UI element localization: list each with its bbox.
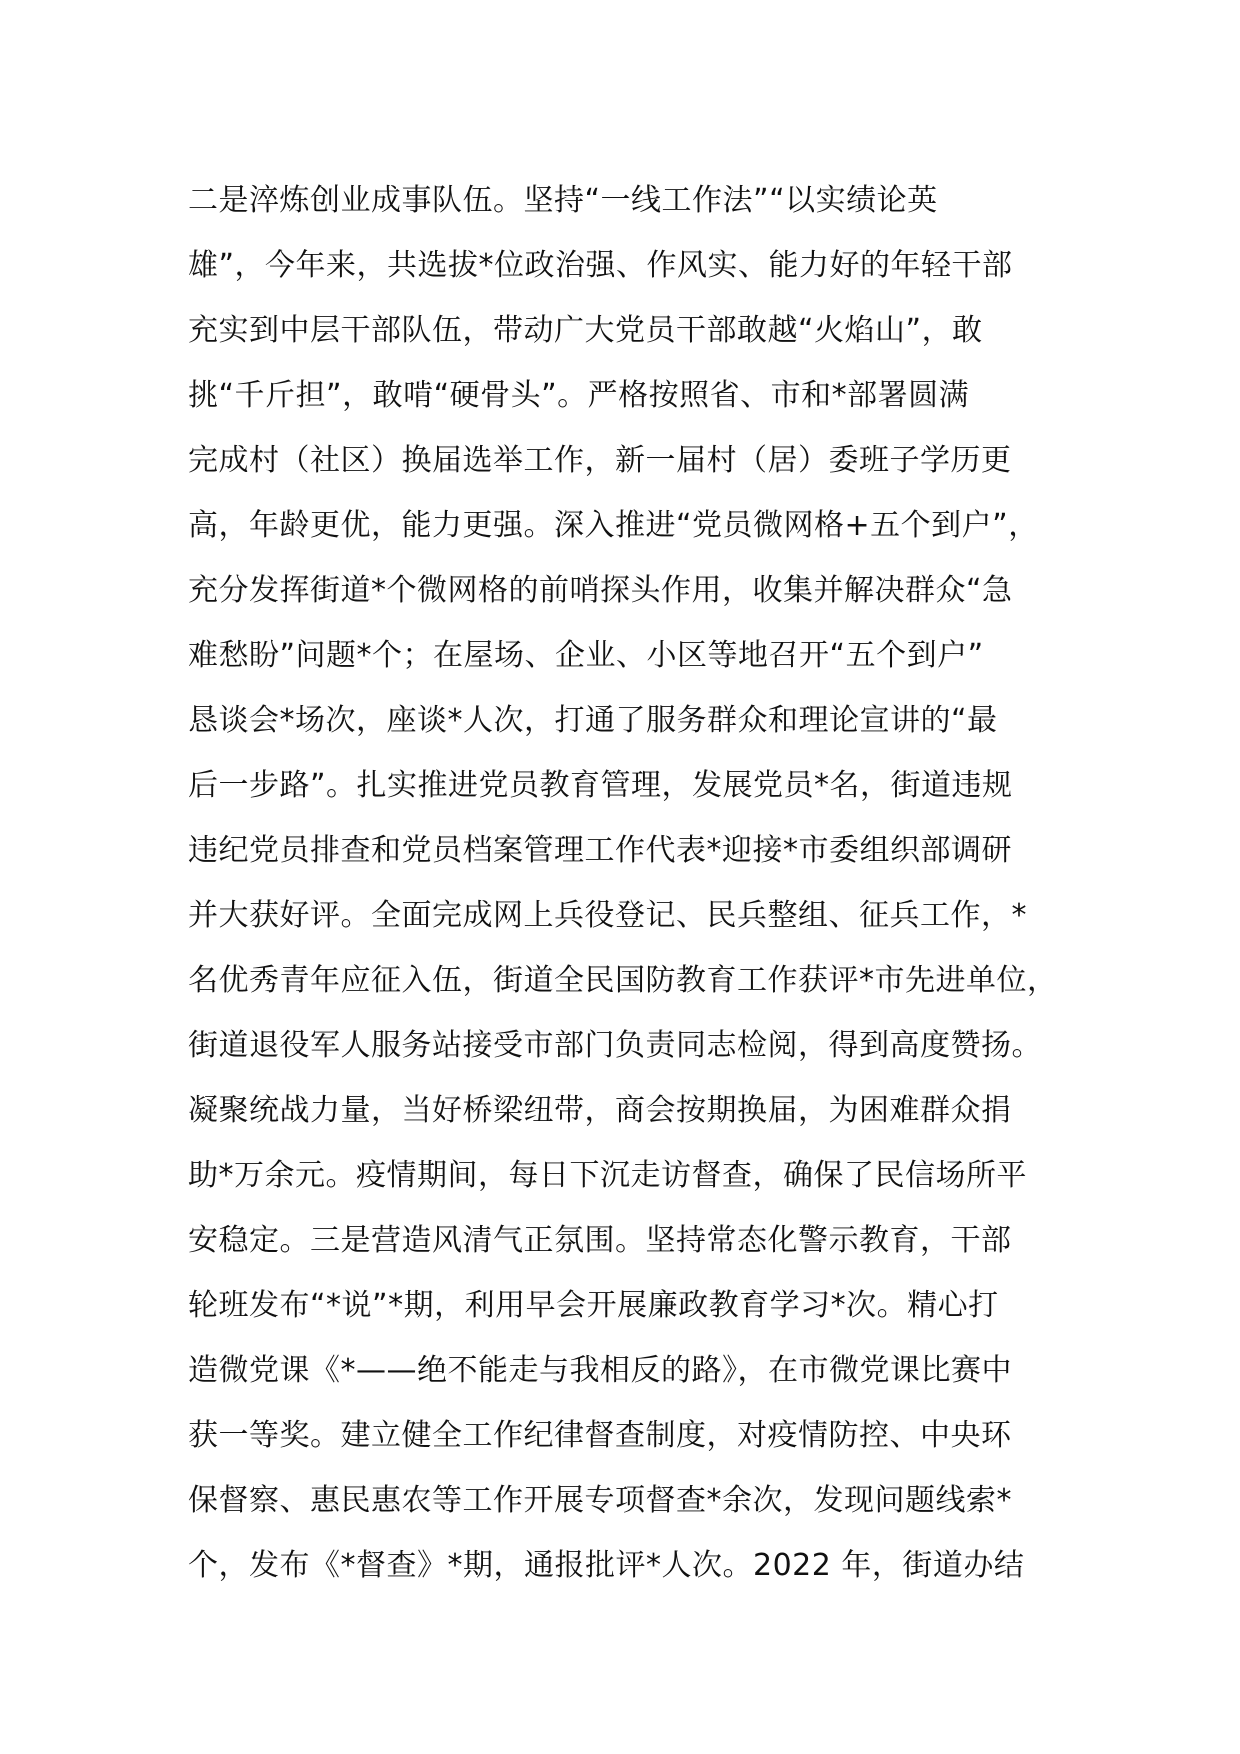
text-line: 挑“千斤担”，敢啃“硬骨头”。严格按照省、市和*部署圆满 (188, 378, 970, 413)
text-line: 违纪党员排查和党员档案管理工作代表*迎接*市委组织部调研 (188, 833, 1012, 868)
text-line: 个，发布《*督查》*期，通报批评*人次。2022 年，街道办结 (188, 1548, 1025, 1583)
text-line: 二是淬炼创业成事队伍。坚持“一线工作法”“以实绩论英 (188, 183, 938, 218)
text-line: 充实到中层干部队伍，带动广大党员干部敢越“火焰山”，敢 (188, 313, 983, 348)
body-paragraph (188, 168, 1088, 1598)
text-line: 获一等奖。建立健全工作纪律督查制度，对疫情防控、中央环 (188, 1418, 1012, 1453)
text-line: 保督察、惠民惠农等工作开展专项督查*余次，发现问题线索* (188, 1483, 1012, 1518)
text-line: 助*万余元。疫情期间，每日下沉走访督查，确保了民信场所平 (188, 1158, 1027, 1193)
text-line: 街道退役军人服务站接受市部门负责同志检阅，得到高度赞扬。 (188, 1028, 1042, 1063)
text-line: 安稳定。三是营造风清气正氛围。坚持常态化警示教育，干部 (188, 1223, 1012, 1258)
text-line: 轮班发布“*说”*期，利用早会开展廉政教育学习*次。精心打 (188, 1288, 999, 1323)
text-line: 后一步路”。扎实推进党员教育管理，发展党员*名，街道违规 (188, 768, 1013, 803)
text-line: 完成村（社区）换届选举工作，新一届村（居）委班子学历更 (188, 443, 1012, 478)
text-line: 名优秀青年应征入伍，街道全民国防教育工作获评*市先进单位， (188, 963, 1058, 998)
text-line: 凝聚统战力量，当好桥梁纽带，商会按期换届，为困难群众捐 (188, 1093, 1012, 1128)
text-line: 难愁盼”问题*个；在屋场、企业、小区等地召开“五个到户” (188, 638, 984, 673)
text-line: 恳谈会*场次，座谈*人次，打通了服务群众和理论宣讲的“最 (188, 703, 998, 738)
text-line: 雄”，今年来，共选拔*位政治强、作风实、能力好的年轻干部 (188, 248, 1013, 283)
text-line: 充分发挥街道*个微网格的前哨探头作用，收集并解决群众“急 (188, 573, 1013, 608)
text-line: 造微党课《*——绝不能走与我相反的路》，在市微党课比赛中 (188, 1353, 1012, 1388)
text-line: 并大获好评。全面完成网上兵役登记、民兵整组、征兵工作，* (188, 898, 1027, 933)
text-line: 高，年龄更优，能力更强。深入推进“党员微网格+五个到户”， (188, 508, 1039, 543)
